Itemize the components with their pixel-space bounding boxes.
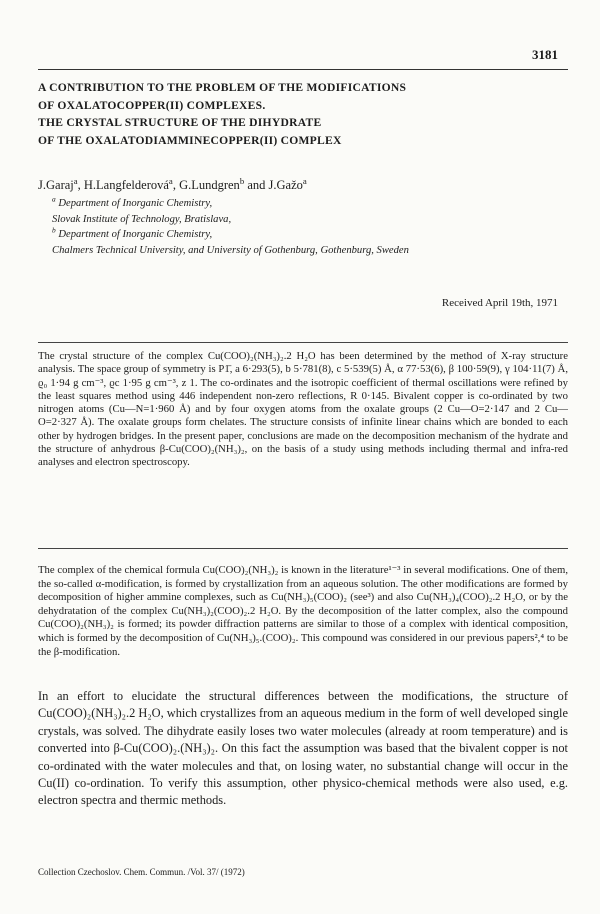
affiliation-b-line2: Chalmers Technical University, and University of Gothenburg, Gothenburg, Sweden — [52, 244, 409, 256]
author-list: J.Garaj$^a$, H.Langfelderová$^a$, G.Lundgren$^b$ and J.Gažo$^a$ — [38, 175, 307, 192]
affiliation-a-line2: Slovak Institute of Technology, Bratislava, — [52, 213, 232, 225]
author-lundgren: G.Lundgren — [179, 178, 240, 192]
affiliation-mark: a — [73, 175, 78, 186]
journal-footer: Collection Czechoslov. Chem. Commun. /Vol. 37/ (1972) — [38, 867, 245, 877]
header-rule — [38, 69, 568, 70]
title-line-4: OF THE OXALATODIAMMINECOPPER(II) COMPLEX — [38, 133, 342, 147]
abstract-top-rule — [38, 342, 568, 343]
affiliation-mark: b — [239, 175, 245, 186]
author-langfelderova: H.Langfelderová — [83, 178, 169, 192]
title-line-2: OF OXALATOCOPPER(II) COMPLEXES. — [38, 98, 266, 112]
page-number: 3181 — [532, 47, 558, 62]
abstract: The crystal structure of the complex Cu(COO)₂(NH₃)₂.2 H₂O has been determined by the method of X-ray structure analysis. The space group of symmetry is P1̄, a 6·293(5), b 5·781(8), c 5·539(5) Å, α 77·53(6), β 100·59(9), γ 104·11(7) Å, ϱ₀ 1·94 g cm⁻³, ϱc 1·95 g cm⁻³, z 1. The co-ordinates and the isotropic coefficient of thermal oscillations were refined by the least squares method using 446 independent non-zero reflections, R 0·145. Bivalent copper is co-ordinated by two nitrogen atoms (Cu—N=1·960 Å) and by four oxygen atoms from the oxalate groups (2 Cu—O=2·147 and 2 Cu—O=2·327 Å). The oxalate groups form chelates. The structure consists of infinite linear chains which are bonded to each other by hydrogen bridges. In the present paper, conclusions are made on the decomposition mechanism of the hydrate and the structure of anhydrous β-Cu(COO)₂(NH₃)₂, on the basis of a study using methods including thermal and infra-red analyses and electron spectroscopy. — [38, 350, 568, 468]
affiliation-a: $^a$ Department of Inorganic Chemistry, — [52, 194, 213, 209]
received-date: Received April 19th, 1971 — [441, 297, 558, 309]
title-line-1: A CONTRIBUTION TO THE PROBLEM OF THE MODIFICATIONS — [38, 81, 407, 94]
title-line-3: THE CRYSTAL STRUCTURE OF THE DIHYDRATE — [38, 116, 322, 129]
affiliations — [52, 196, 572, 258]
affiliation-mark: a — [168, 175, 173, 186]
abstract-bottom-rule — [38, 548, 568, 549]
author-gazo: J.Gažo — [268, 178, 303, 192]
body-paragraph: In an effort to elucidate the structural differences between the modifications, the structure of Cu(COO)₂(NH₃)₂.2 H₂O, which crystallizes from an aqueous medium in the form of well developed single crystals, was solved. The dihydrate easily loses two water molecules (already at room temperature) and is converted into β-Cu(COO)₂.(NH₃)₂. On this fact the assumption was based that the bivalent copper is not co-ordinated with the water molecules and that, on losing water, no substantial change will occur in the Cu(II) co-ordination. To verify this assumption, other physico-chemical methods were also used, e.g. electron spectra and thermic methods. — [38, 689, 568, 808]
affiliation-b: $^b$ Department of Inorganic Chemistry, — [52, 225, 213, 241]
affiliation-mark: a — [302, 175, 307, 186]
intro-paragraph: The complex of the chemical formula Cu(COO)₂(NH₃)₂ is known in the literature¹⁻³ in several modifications. One of them, the so-called α-modification, is formed by crystallization from an aqueous solution. The other modifications are formed by decomposition of higher ammine complexes, such as Cu(NH₃)₅(COO)₂ (see³) and also Cu(NH₃)₄(COO)₂.2 H₂O, or by the dehydratation of the complex Cu(NH₃)₂(COO)₂.2 H₂O. By the decomposition of the latter complex, also the compound Cu(COO)₂(NH₃)₂ is formed; its powder diffraction patterns are similar to those of a complex with identical composition, which is formed by the decomposition of Cu(NH₃)₅.(COO)₂. This compound was considered in our previous papers²,⁴ to be the β-modification. — [38, 564, 568, 658]
article-title — [38, 79, 578, 149]
author-garaj: J.Garaj — [38, 178, 74, 192]
